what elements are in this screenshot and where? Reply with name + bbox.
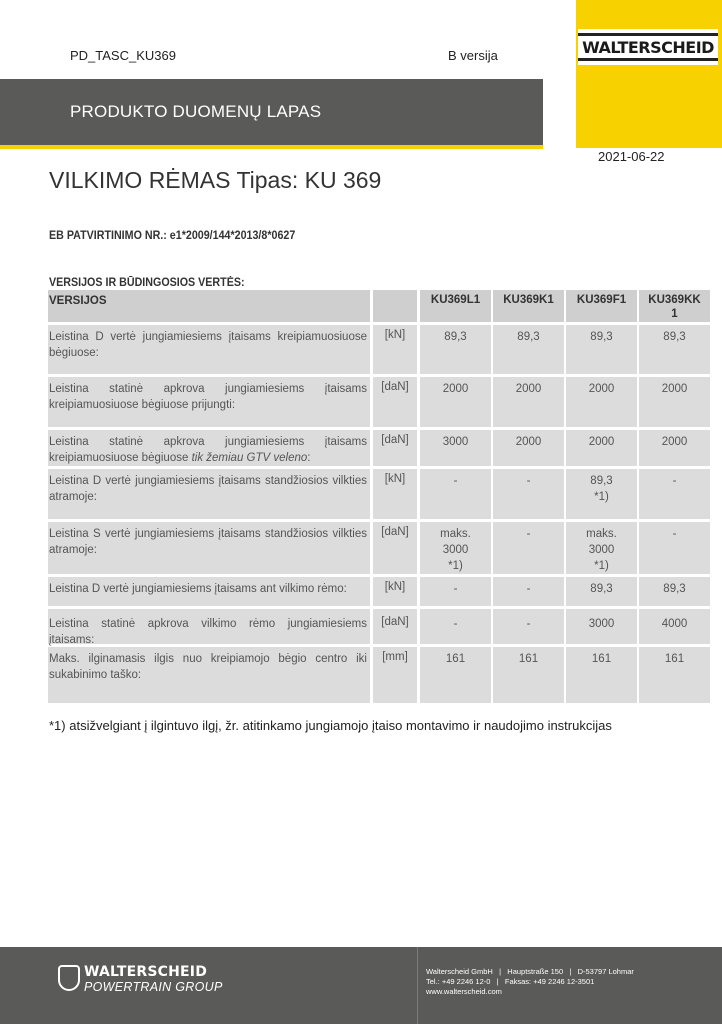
section-label: VERSIJOS IR BŪDINGOSIOS VERTĖS: [49, 277, 245, 289]
doc-id: PD_TASC_KU369 [70, 48, 176, 63]
row-value: - [493, 469, 564, 519]
table-row [48, 377, 710, 427]
row-value: - [639, 469, 710, 519]
row-unit: [daN] [373, 609, 417, 644]
page-title: VILKIMO RĖMAS Tipas: KU 369 [49, 167, 382, 193]
row-value: maks. 3000 *1) [420, 522, 491, 574]
row-value: 89,3 *1) [566, 469, 637, 519]
table-row [48, 522, 710, 574]
row-value: - [420, 577, 491, 606]
row-value: 89,3 [420, 325, 491, 374]
footer-phone: Tel.: +49 2246 12-0 | Faksas: +49 2246 12-3501 [426, 977, 595, 986]
header-version: KU369F1 [566, 290, 637, 322]
row-value: 2000 [566, 430, 637, 466]
row-value: 89,3 [639, 577, 710, 606]
row-value: 161 [493, 647, 564, 703]
table-header-row [48, 290, 710, 322]
row-description [48, 430, 370, 466]
row-value: 2000 [566, 377, 637, 427]
footnote: *1) atsižvelgiant į ilgintuvo ilgį, žr. atitinkamo jungiamojo įtaiso montavimo ir naudojimo instrukcijas [49, 718, 612, 733]
row-value: 161 [566, 647, 637, 703]
document-date: 2021-06-22 [598, 149, 665, 164]
row-value: 89,3 [639, 325, 710, 374]
row-description-italic: tik žemiau GTV veleno [191, 452, 308, 464]
row-value: - [493, 609, 564, 644]
row-value: - [639, 522, 710, 574]
row-unit: [kN] [373, 469, 417, 519]
row-description: Leistina S vertė jungiamiesiems įtaisams standžiosios vilkties atramoje: [48, 522, 370, 574]
row-value: maks. 3000 *1) [566, 522, 637, 574]
header-label: VERSIJOS [48, 290, 370, 322]
row-description: Leistina statinė apkrova jungiamiesiems įtaisams kreipiamuosiuose bėgiuose prijungti: [48, 377, 370, 427]
row-value: 2000 [639, 430, 710, 466]
row-description: Leistina D vertė jungiamiesiems įtaisams kreipiamuosiuose bėgiuose: [48, 325, 370, 374]
approval-number: EB PATVIRTINIMO NR.: e1*2009/144*2013/8*0627 [49, 230, 296, 242]
row-value: 4000 [639, 609, 710, 644]
logo-text: WALTERSCHEID [582, 38, 714, 57]
row-value: 2000 [493, 430, 564, 466]
row-description-suffix: : [307, 452, 311, 464]
footer-contact [426, 967, 634, 997]
row-value: 3000 [420, 430, 491, 466]
header-accent-line [0, 145, 543, 149]
version-label: B versija [448, 48, 498, 63]
row-description: Leistina D vertė jungiamiesiems įtaisams ant vilkimo rėmo: [48, 577, 370, 606]
row-value: 89,3 [566, 325, 637, 374]
row-value: 89,3 [566, 577, 637, 606]
table-row [48, 430, 710, 466]
header-unit [373, 290, 417, 322]
row-value: 161 [639, 647, 710, 703]
footer-divider [417, 947, 418, 1024]
row-unit: [daN] [373, 377, 417, 427]
row-unit: [kN] [373, 325, 417, 374]
row-value: 2000 [639, 377, 710, 427]
row-description-text: Leistina statinė apkrova jungiamiesiems įtaisams kreipiamuosiuose bėgiuose [49, 436, 367, 464]
row-value: 89,3 [493, 325, 564, 374]
footer-brand: WALTERSCHEID [84, 964, 208, 980]
table-row [48, 577, 710, 606]
footer-web: www.walterscheid.com [426, 987, 502, 996]
footer-address: Walterscheid GmbH | Hauptstraße 150 | D-53797 Lohmar [426, 967, 634, 976]
row-unit: [kN] [373, 577, 417, 606]
footer-logo [58, 963, 238, 995]
row-value: 3000 [566, 609, 637, 644]
row-value: - [420, 609, 491, 644]
row-value: 2000 [420, 377, 491, 427]
header-version: KU369KK 1 [639, 290, 710, 322]
logo-rule-top [578, 33, 718, 36]
row-description: Leistina statinė apkrova vilkimo rėmo jungiamiesiems įtaisams: [48, 609, 370, 644]
table-row [48, 325, 710, 374]
table-row [48, 647, 710, 703]
footer-group: POWERTRAIN GROUP [84, 980, 223, 994]
table-row [48, 609, 710, 644]
row-value: - [493, 577, 564, 606]
table-row [48, 469, 710, 519]
row-description: Maks. ilginamasis ilgis nuo kreipiamojo bėgio centro iki sukabinimo taško: [48, 647, 370, 703]
row-value: 2000 [493, 377, 564, 427]
row-unit: [daN] [373, 522, 417, 574]
row-value: 161 [420, 647, 491, 703]
header-title: PRODUKTO DUOMENŲ LAPAS [70, 102, 322, 121]
walterscheid-logo [578, 29, 718, 65]
header-version: KU369L1 [420, 290, 491, 322]
header-band [0, 79, 543, 145]
row-description: Leistina D vertė jungiamiesiems įtaisams standžiosios vilkties atramoje: [48, 469, 370, 519]
yellow-brand-block [576, 0, 722, 148]
logo-rule-bottom [578, 58, 718, 61]
row-value: - [420, 469, 491, 519]
row-unit: [daN] [373, 430, 417, 466]
row-unit: [mm] [373, 647, 417, 703]
row-value: - [493, 522, 564, 574]
header-version: KU369K1 [493, 290, 564, 322]
walterscheid-w-icon [58, 965, 80, 991]
